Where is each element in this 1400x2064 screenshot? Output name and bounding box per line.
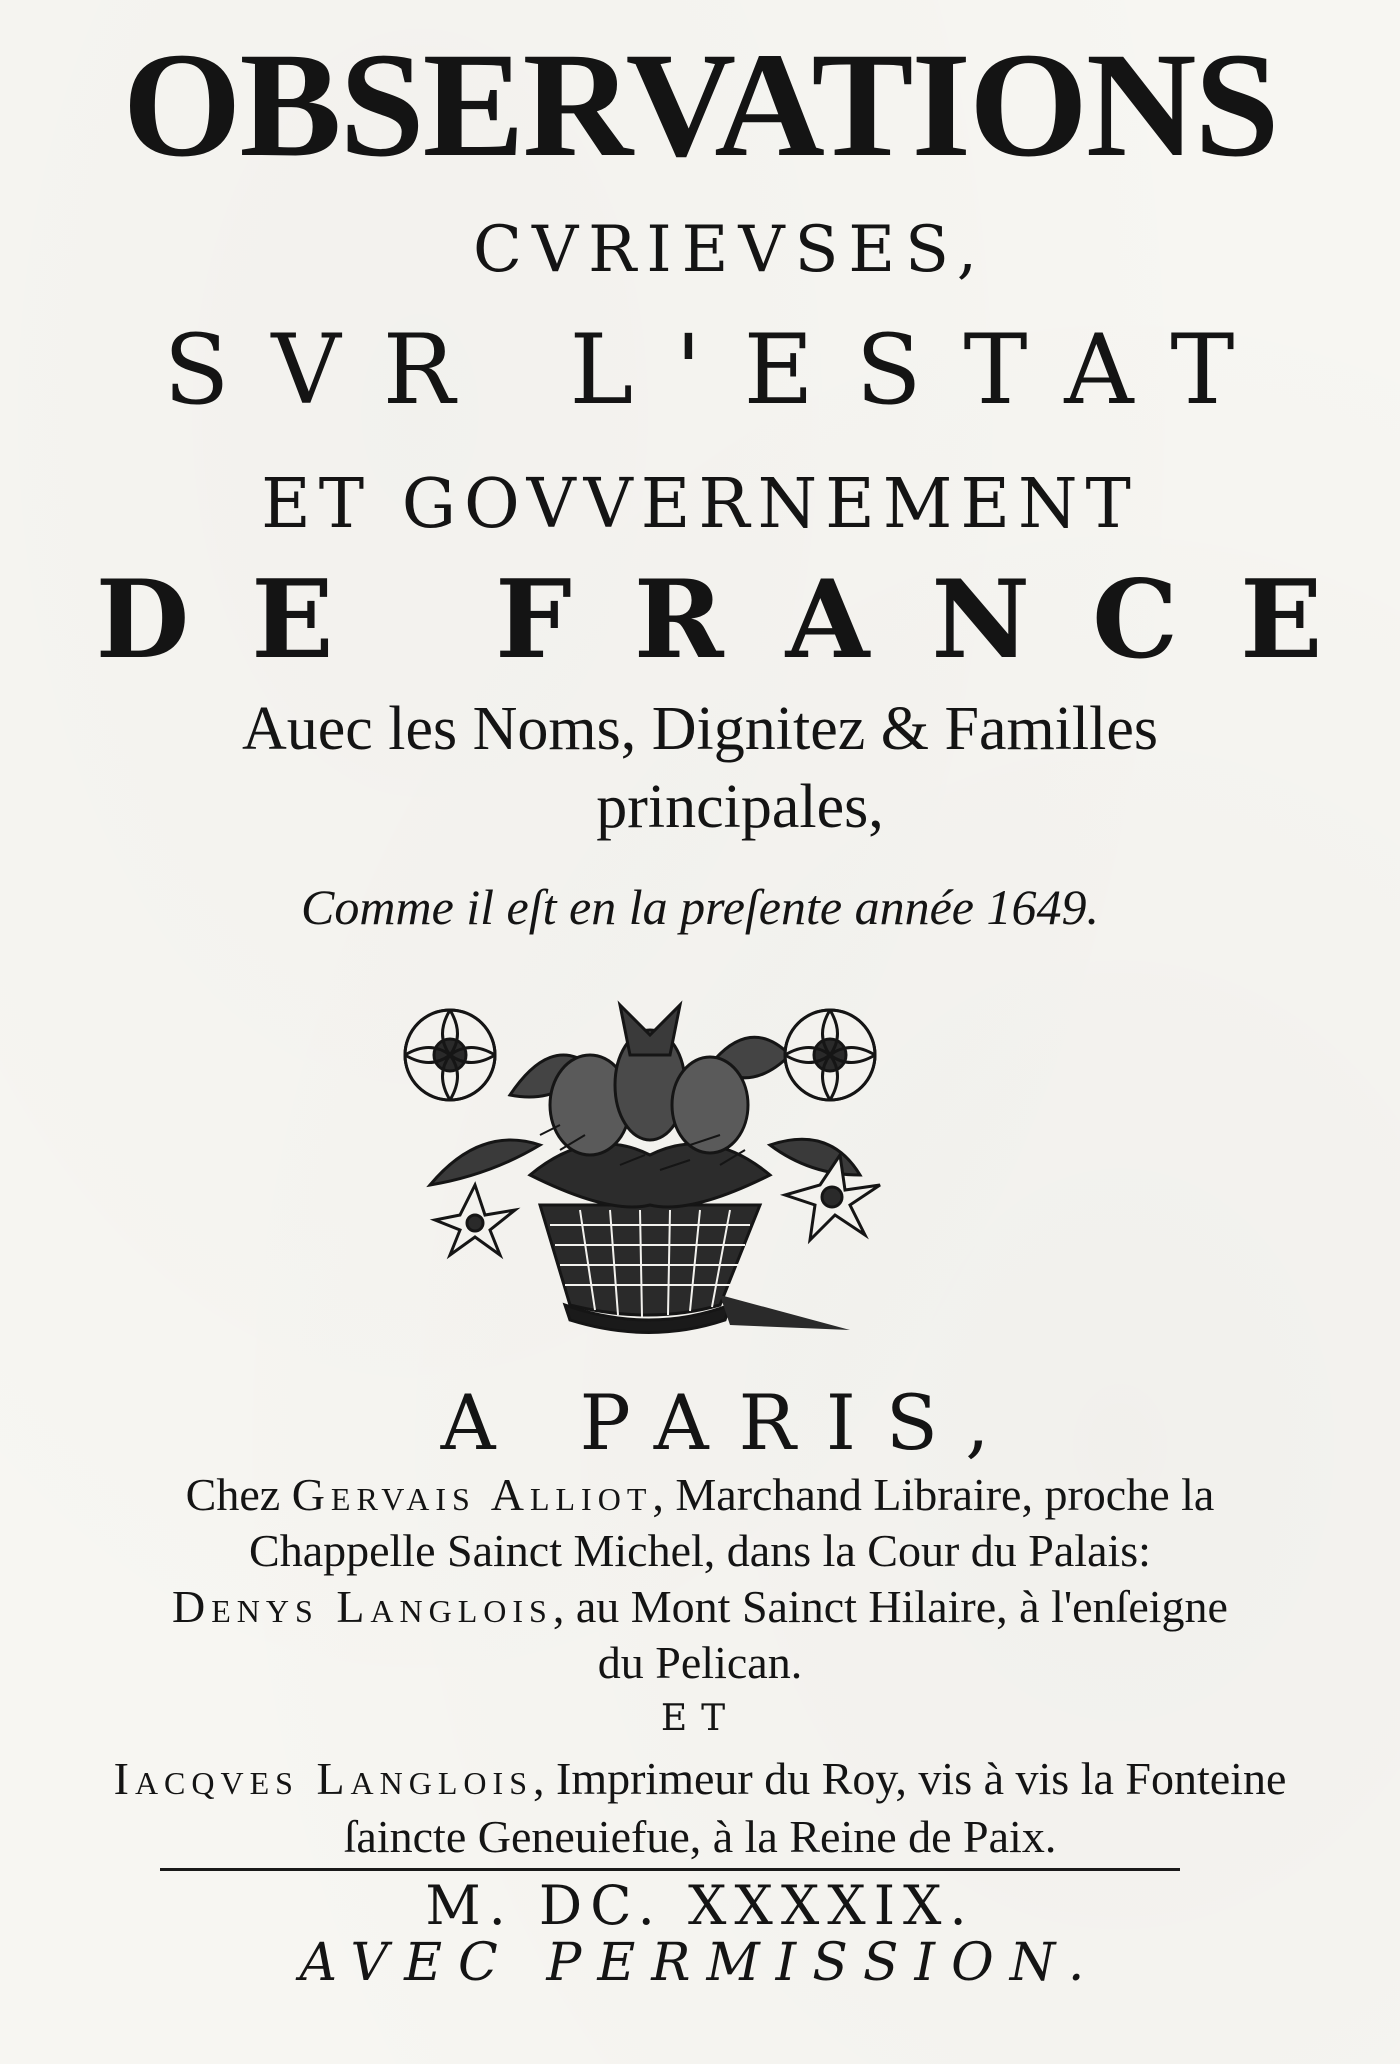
printer1-name: Gervais Alliot <box>291 1469 653 1520</box>
subtitle-year-line: Comme il eſt en la preſente année 1649. <box>301 879 1099 935</box>
title-gouvernement: ET GOVVERNEMENT <box>261 465 1139 544</box>
imprint-printer3-line2: ſaincte Geneuiefue, à la Reine de Paix. <box>343 1811 1057 1862</box>
imprint-printer2-line <box>0 1578 1400 1636</box>
horizontal-rule <box>160 1868 1180 1871</box>
title-de-france: DE FRANCE <box>95 557 1385 683</box>
title-sur-lestat: SVR L'ESTAT <box>163 314 1277 426</box>
subtitle-principales: principales, <box>596 773 884 841</box>
imprint-printer1-line <box>0 1466 1400 1524</box>
printer3-name: Iacqves Langlois <box>113 1753 533 1804</box>
imprint-printer2-line2: du Pelican. <box>597 1637 803 1688</box>
imprint-chez: Chez <box>185 1469 292 1520</box>
publication-date: M. DC. XXXXIX. <box>425 1874 975 1937</box>
flower-basket-woodcut-icon <box>390 975 910 1355</box>
imprint-et: ET <box>660 1698 740 1739</box>
printer2-name: Denys Langlois <box>172 1581 553 1632</box>
subtitle-noms-dignitez: Auec les Noms, Dignitez & Familles <box>241 695 1159 763</box>
printer1-address: , Marchand Libraire, proche la <box>652 1469 1215 1520</box>
printer3-address: , Imprimeur du Roy, vis à vis la Fonteine <box>533 1753 1287 1804</box>
imprint-printer3-line <box>0 1750 1400 1808</box>
imprint-printer1-line2: Chappelle Sainct Michel, dans la Cour du Palais: <box>249 1525 1151 1576</box>
printer2-address: , au Mont Sainct Hilaire, à l'enſeigne <box>552 1581 1228 1632</box>
imprint-city: A PARIS, <box>440 1378 1020 1467</box>
title-curieuses: CVRIEVSES, <box>472 213 988 287</box>
title-main: OBSERVATIONS <box>122 22 1278 188</box>
permission-line: AVEC PERMISSION. <box>299 1933 1101 1993</box>
